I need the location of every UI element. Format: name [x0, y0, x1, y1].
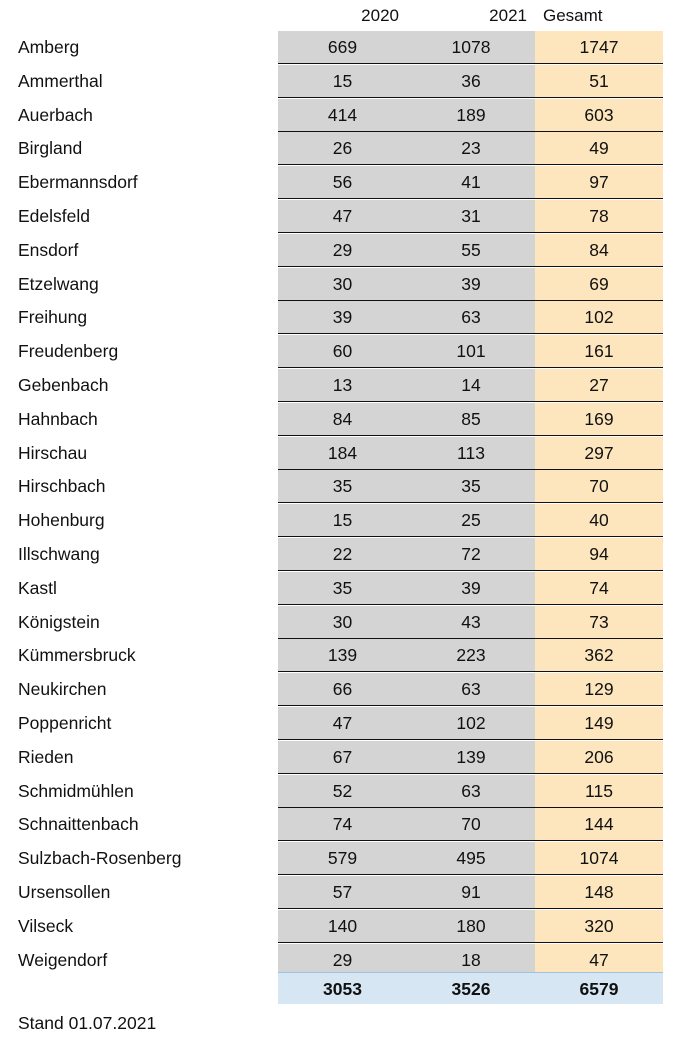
cell-2021: 39 — [407, 268, 535, 301]
row-name: Rieden — [18, 746, 74, 767]
cell-2020: 15 — [278, 65, 407, 98]
cell-2021: 189 — [407, 99, 535, 132]
row-name: Ebermannsdorf — [18, 172, 138, 193]
row-name: Poppenricht — [18, 712, 112, 733]
table-row — [0, 166, 686, 200]
cell-total: 115 — [535, 775, 663, 808]
table-row — [0, 673, 686, 707]
cell-2021: 31 — [407, 200, 535, 233]
table-row — [0, 707, 686, 741]
cell-2021: 43 — [407, 606, 535, 639]
row-name: Ensdorf — [18, 239, 79, 260]
cell-total: 149 — [535, 707, 663, 740]
cell-2021: 63 — [407, 301, 535, 334]
totals-row — [278, 972, 663, 1004]
cell-2020: 66 — [278, 673, 407, 706]
cell-total: 169 — [535, 403, 663, 436]
cell-2021: 223 — [407, 639, 535, 672]
cell-2020: 60 — [278, 335, 407, 368]
cell-total: 94 — [535, 538, 663, 571]
header-2020: 2020 — [361, 6, 399, 25]
cell-2021: 495 — [407, 842, 535, 875]
cell-2020: 579 — [278, 842, 407, 875]
cell-total: 69 — [535, 268, 663, 301]
table-row — [0, 335, 686, 369]
cell-total: 206 — [535, 741, 663, 774]
cell-2020: 414 — [278, 99, 407, 132]
cell-2020: 29 — [278, 944, 407, 977]
row-name: Freudenberg — [18, 341, 119, 362]
table-row — [0, 775, 686, 809]
table-row — [0, 268, 686, 302]
cell-2021: 36 — [407, 65, 535, 98]
header-2021: 2021 — [489, 6, 527, 25]
cell-2020: 30 — [278, 606, 407, 639]
cell-total: 129 — [535, 673, 663, 706]
table-row — [0, 808, 686, 842]
cell-2020: 30 — [278, 268, 407, 301]
table-row — [0, 639, 686, 673]
row-name: Amberg — [18, 37, 80, 57]
cell-total: 51 — [535, 65, 663, 98]
cell-2021: 1078 — [407, 31, 535, 64]
table-row — [0, 470, 686, 504]
cell-2021: 91 — [407, 876, 535, 909]
table-row — [0, 301, 686, 335]
cell-2021: 63 — [407, 775, 535, 808]
cell-2020: 74 — [278, 808, 407, 841]
table-row — [0, 99, 686, 133]
table-row — [0, 437, 686, 471]
table-row — [0, 132, 686, 166]
row-name: Hohenburg — [18, 510, 105, 531]
row-name: Königstein — [18, 611, 100, 632]
row-name: Vilseck — [18, 915, 74, 936]
cell-2020: 140 — [278, 910, 407, 943]
row-name: Edelsfeld — [18, 205, 90, 226]
cell-total: 97 — [535, 166, 663, 199]
cell-2020: 47 — [278, 707, 407, 740]
cell-2020: 22 — [278, 538, 407, 571]
cell-total: 27 — [535, 369, 663, 402]
cell-2021: 113 — [407, 437, 535, 470]
row-name: Hahnbach — [18, 408, 98, 429]
cell-2021: 41 — [407, 166, 535, 199]
cell-total: 84 — [535, 234, 663, 267]
cell-total: 70 — [535, 470, 663, 503]
table-row — [0, 369, 686, 403]
cell-2020: 52 — [278, 775, 407, 808]
cell-2021: 39 — [407, 572, 535, 605]
cell-2020: 57 — [278, 876, 407, 909]
cell-2021: 139 — [407, 741, 535, 774]
cell-total: 297 — [535, 437, 663, 470]
row-name: Hirschbach — [18, 476, 106, 497]
row-name: Schnaittenbach — [18, 814, 139, 835]
total-2021: 3526 — [451, 979, 491, 999]
cell-2020: 29 — [278, 234, 407, 267]
table-row — [0, 403, 686, 437]
row-name: Kümmersbruck — [18, 645, 136, 666]
table-row — [0, 876, 686, 910]
cell-2021: 14 — [407, 369, 535, 402]
cell-total: 73 — [535, 606, 663, 639]
cell-2020: 669 — [278, 31, 407, 64]
cell-2020: 47 — [278, 200, 407, 233]
row-name: Schmidmühlen — [18, 780, 134, 801]
table-row — [0, 200, 686, 234]
table-row — [0, 31, 686, 65]
footer-date: Stand 01.07.2021 — [18, 1013, 157, 1033]
cell-total: 1747 — [535, 31, 663, 64]
cell-2020: 15 — [278, 504, 407, 537]
row-name: Neukirchen — [18, 679, 107, 700]
cell-2020: 26 — [278, 132, 407, 165]
cell-total: 161 — [535, 335, 663, 368]
row-name: Ursensollen — [18, 881, 111, 902]
row-name: Hirschau — [18, 442, 88, 463]
row-name: Weigendorf — [18, 949, 108, 970]
table-row — [0, 234, 686, 268]
table-row — [0, 538, 686, 572]
row-name: Kastl — [18, 577, 57, 598]
cell-2021: 23 — [407, 132, 535, 165]
cell-2021: 72 — [407, 538, 535, 571]
table-row — [0, 842, 686, 876]
row-name: Sulzbach-Rosenberg — [18, 848, 182, 869]
cell-2021: 101 — [407, 335, 535, 368]
cell-2020: 67 — [278, 741, 407, 774]
cell-2020: 184 — [278, 437, 407, 470]
row-name: Etzelwang — [18, 273, 99, 294]
cell-2021: 35 — [407, 470, 535, 503]
cell-total: 362 — [535, 639, 663, 672]
cell-2020: 35 — [278, 572, 407, 605]
cell-2020: 84 — [278, 403, 407, 436]
cell-2021: 85 — [407, 403, 535, 436]
cell-total: 74 — [535, 572, 663, 605]
cell-2021: 18 — [407, 944, 535, 977]
table-row — [0, 65, 686, 99]
row-name: Auerbach — [18, 104, 93, 125]
cell-2021: 102 — [407, 707, 535, 740]
cell-2021: 55 — [407, 234, 535, 267]
cell-2020: 13 — [278, 369, 407, 402]
cell-total: 603 — [535, 99, 663, 132]
cell-total: 40 — [535, 504, 663, 537]
row-name: Gebenbach — [18, 374, 109, 395]
cell-2021: 63 — [407, 673, 535, 706]
table-body — [0, 31, 686, 977]
total-gesamt: 6579 — [579, 979, 619, 999]
cell-2020: 39 — [278, 301, 407, 334]
row-name: Freihung — [18, 307, 88, 328]
total-2020: 3053 — [323, 979, 362, 999]
cell-2020: 139 — [278, 639, 407, 672]
row-name: Ammerthal — [18, 70, 103, 91]
cell-total: 47 — [535, 944, 663, 977]
cell-total: 102 — [535, 301, 663, 334]
cell-total: 320 — [535, 910, 663, 943]
cell-2021: 180 — [407, 910, 535, 943]
cell-total: 148 — [535, 876, 663, 909]
cell-2021: 70 — [407, 808, 535, 841]
cell-2021: 25 — [407, 504, 535, 537]
table-row — [0, 504, 686, 538]
table-row — [0, 910, 686, 944]
cell-total: 1074 — [535, 842, 663, 875]
table-row — [0, 741, 686, 775]
cell-total: 144 — [535, 808, 663, 841]
cell-2020: 56 — [278, 166, 407, 199]
cell-2020: 35 — [278, 470, 407, 503]
header-total: Gesamt — [543, 6, 603, 25]
table-row — [0, 606, 686, 640]
cell-total: 78 — [535, 200, 663, 233]
cell-total: 49 — [535, 132, 663, 165]
table-row — [0, 572, 686, 606]
row-name: Birgland — [18, 138, 83, 159]
row-name: Illschwang — [18, 543, 100, 564]
